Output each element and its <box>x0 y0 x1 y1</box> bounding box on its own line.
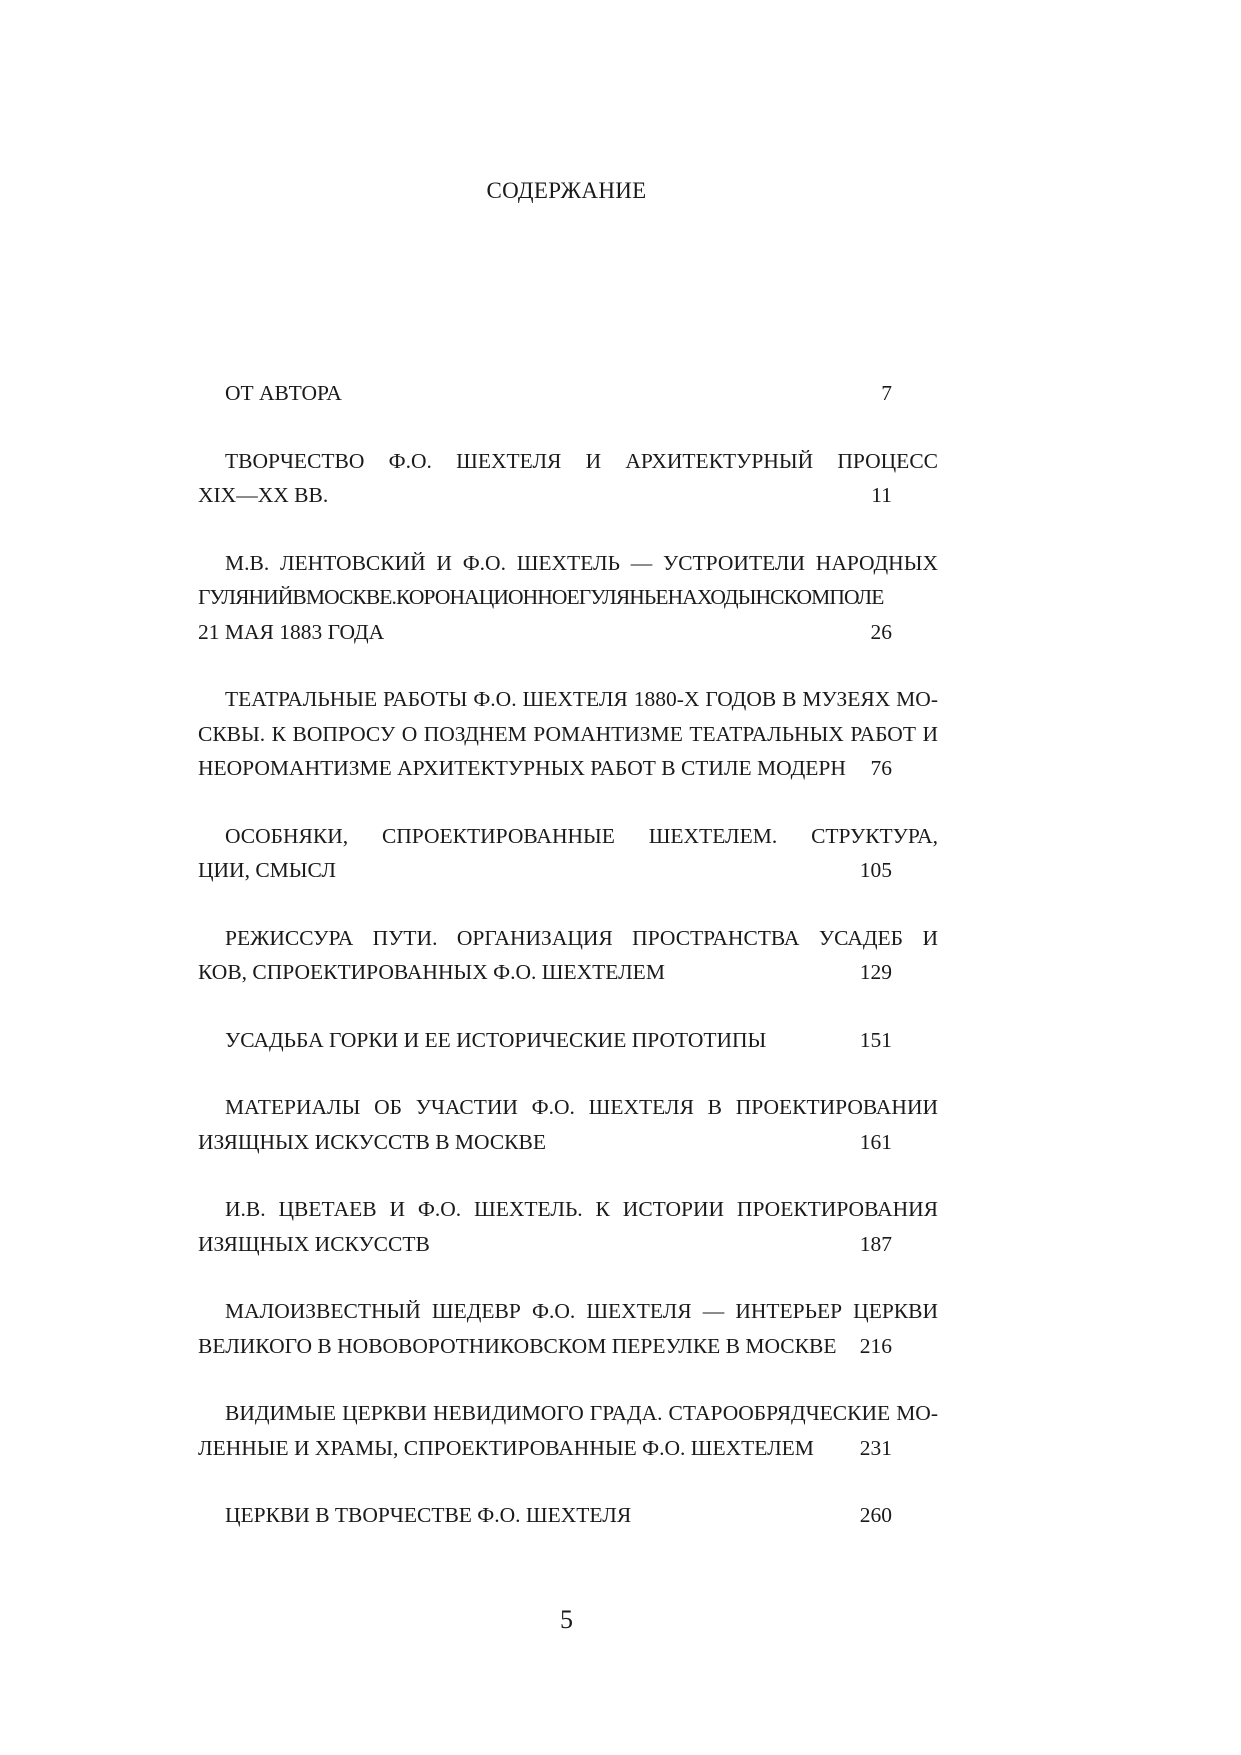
toc-entry-title-line: ИЗЯЩНЫХ ИСКУССТВ <box>198 1231 430 1256</box>
toc-entry-title-line: СКВЫ. К ВОПРОСУ О ПОЗДНЕМ РОМАНТИЗМЕ ТЕАТРАЛЬНЫХ РАБОТ И <box>198 721 938 746</box>
toc-entry-title-line: УСАДЬБА ГОРКИ И ЕЕ ИСТОРИЧЕСКИЕ ПРОТОТИПЫ <box>225 1027 767 1052</box>
toc-entry-page-number: 7 <box>881 381 892 405</box>
page-number: 5 <box>560 1605 573 1634</box>
toc-entry-title-line: РЕЖИССУРА ПУТИ. ОРГАНИЗАЦИЯ ПРОСТРАНСТВА УСАДЕБ И <box>225 925 938 950</box>
toc-entry[interactable] <box>198 1498 938 1533</box>
toc-entry-title-line: ИЗЯЩНЫХ ИСКУССТВ В МОСКВЕ <box>198 1129 546 1154</box>
toc-entry-page-number: 11 <box>871 483 892 507</box>
toc-entry[interactable] <box>198 819 938 888</box>
toc-entry[interactable] <box>198 1090 938 1159</box>
toc-entry[interactable] <box>198 1023 938 1058</box>
toc-entry-page-number: 26 <box>870 619 892 644</box>
toc-entry-title-line: КОВ, СПРОЕКТИРОВАННЫХ Ф.О. ШЕХТЕЛЕМ <box>198 960 665 984</box>
toc-entry-title-line: ОСОБНЯКИ, СПРОЕКТИРОВАННЫЕ ШЕХТЕЛЕМ. СТРУКТУРА, <box>225 823 938 848</box>
toc-entry-page-number: 187 <box>859 1231 892 1256</box>
table-of-contents <box>198 376 938 1566</box>
toc-entry[interactable] <box>198 376 938 411</box>
page-title: СОДЕРЖАНИЕ <box>486 178 647 203</box>
toc-entry-page-number: 151 <box>859 1027 892 1052</box>
toc-entry[interactable] <box>198 1294 938 1363</box>
toc-entry-title-line: ОТ АВТОРА <box>225 381 342 405</box>
toc-entry-page-number: 260 <box>859 1503 892 1527</box>
toc-entry-page-number: 105 <box>859 858 892 882</box>
toc-entry-title-line: И.В. ЦВЕТАЕВ И Ф.О. ШЕХТЕЛЬ. К ИСТОРИИ ПРОЕКТИРОВАНИЯ <box>225 1197 938 1221</box>
toc-entry-page-number: 76 <box>870 756 892 780</box>
toc-entry-title-line: ТЕАТРАЛЬНЫЕ РАБОТЫ Ф.О. ШЕХТЕЛЯ 1880-Х ГОДОВ В МУЗЕЯХ МО- <box>225 687 938 711</box>
toc-entry-page-number: 216 <box>859 1333 892 1358</box>
toc-entry[interactable] <box>198 682 938 786</box>
toc-entry[interactable] <box>198 1192 938 1261</box>
toc-entry-title-line: ВИДИМЫЕ ЦЕРКВИ НЕВИДИМОГО ГРАДА. СТАРООБРЯДЧЕСКИЕ МО- <box>225 1401 938 1425</box>
toc-entry-title-line: ТВОРЧЕСТВО Ф.О. ШЕХТЕЛЯ И АРХИТЕКТУРНЫЙ ПРОЦЕСС <box>225 448 938 473</box>
toc-entry[interactable] <box>198 921 938 990</box>
toc-entry-page-number: 129 <box>859 960 892 984</box>
toc-entry[interactable] <box>198 1396 938 1465</box>
toc-entry-title-line: ВЕЛИКОГО В НОВОВОРОТНИКОВСКОМ ПЕРЕУЛКЕ В МОСКВЕ <box>198 1333 837 1358</box>
toc-entry-page-number: 231 <box>859 1435 892 1460</box>
toc-entry-title-line: МАТЕРИАЛЫ ОБ УЧАСТИИ Ф.О. ШЕХТЕЛЯ В ПРОЕКТИРОВАНИИ <box>225 1095 938 1119</box>
toc-entry-title-line: ЛЕННЫЕ И ХРАМЫ, СПРОЕКТИРОВАННЫЕ Ф.О. ШЕХТЕЛЕМ <box>198 1435 814 1460</box>
toc-entry-title-line: 21 МАЯ 1883 ГОДА <box>198 619 385 644</box>
toc-entry-page-number: 161 <box>859 1129 892 1154</box>
toc-entry-title-line: М.В. ЛЕНТОВСКИЙ И Ф.О. ШЕХТЕЛЬ — УСТРОИТЕЛИ НАРОДНЫХ <box>225 550 938 575</box>
toc-entry-title-line: МАЛОИЗВЕСТНЫЙ ШЕДЕВР Ф.О. ШЕХТЕЛЯ — ИНТЕРЬЕР ЦЕРКВИ <box>225 1299 938 1323</box>
toc-entry[interactable] <box>198 444 938 513</box>
toc-entry[interactable] <box>198 546 938 650</box>
toc-entry-title-line: ЦИИ, СМЫСЛ <box>198 858 336 882</box>
toc-entry-title-line: ГУЛЯНИЙВМОСКВЕ.КОРОНАЦИОННОЕГУЛЯНЬЕНАХОДЫНСКОМПОЛЕ <box>198 585 884 609</box>
toc-entry-title-line: ЦЕРКВИ В ТВОРЧЕСТВЕ Ф.О. ШЕХТЕЛЯ <box>225 1503 632 1527</box>
toc-entry-title-line: НЕОРОМАНТИЗМЕ АРХИТЕКТУРНЫХ РАБОТ В СТИЛЕ МОДЕРН <box>198 756 846 780</box>
toc-entry-title-line: XIX—XX ВВ. <box>198 483 329 507</box>
